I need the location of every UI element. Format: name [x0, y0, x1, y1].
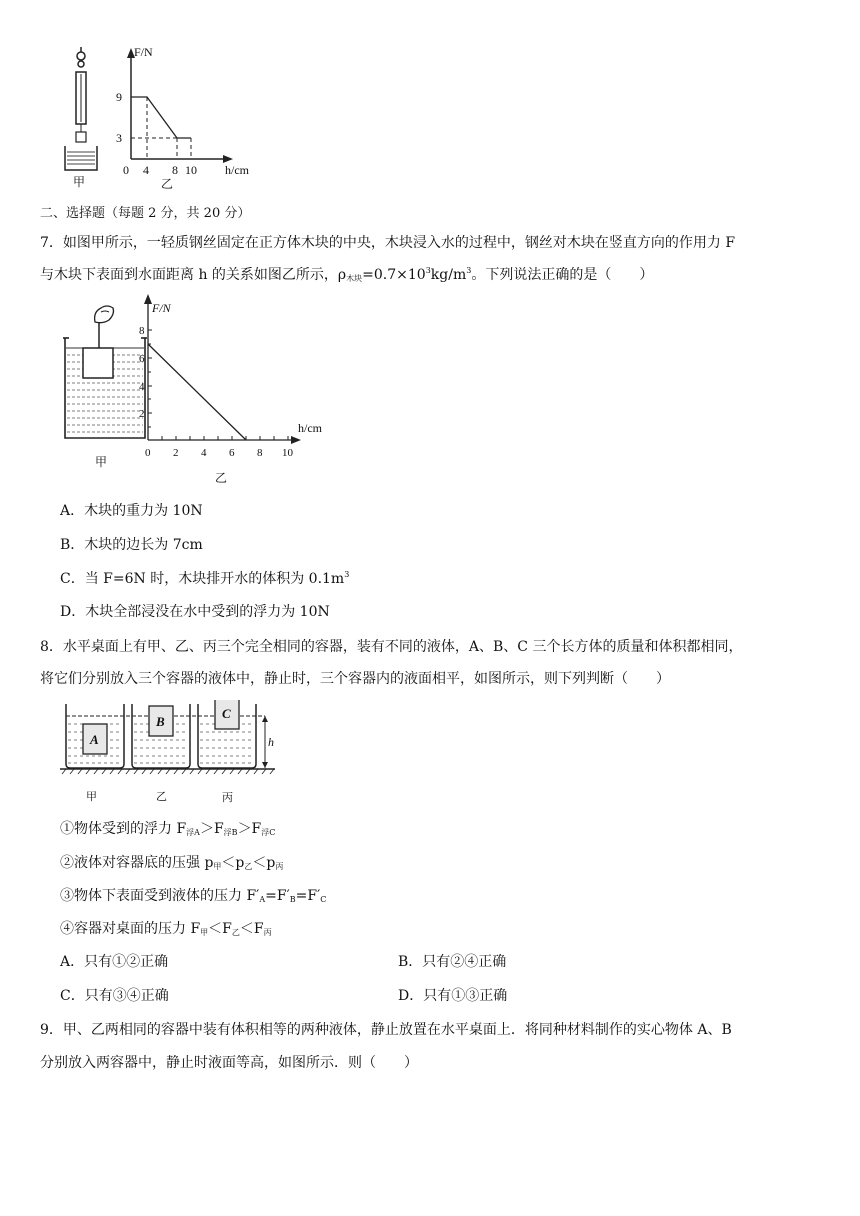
x-tick: 2: [173, 447, 179, 459]
hand-icon: [95, 306, 114, 323]
q7-option-a[interactable]: A．木块的重力为 10N: [60, 503, 203, 519]
q8-statement-1: ①物体受到的浮力 $F_{浮A}>F_{浮B}>F_{浮C}$: [60, 821, 276, 837]
q7-line1: 7．如图甲所示，一轻质钢丝固定在正方体木块的中央，木块浸入水的过程中，钢丝对木块在竖直方向的作用力 F: [40, 235, 736, 251]
q7-y-label: F/N: [152, 301, 171, 315]
x-tick: 8: [172, 163, 178, 177]
top-graph: [116, 45, 250, 191]
fig-bing-label: 丙: [222, 792, 233, 804]
block-c-label: C: [222, 706, 231, 721]
q8-statement-2: ②液体对容器底的压强 $p_甲<p_乙<p_丙$: [60, 855, 284, 871]
q8-line2: 将它们分别放入三个容器的液体中，静止时，三个容器内的液面相平，如图所示，则下列判断（ ）: [40, 671, 670, 687]
section-heading: 二、选择题（每题 2 分，共 20 分）: [40, 206, 251, 221]
q8-option-b[interactable]: B．只有②④正确: [398, 954, 507, 970]
q8-option-a[interactable]: A．只有①②正确: [60, 954, 169, 970]
y-tick: 6: [139, 353, 145, 365]
block-a-label: A: [90, 732, 99, 747]
q9-line2: 分别放入两容器中，静止时液面等高，如图所示．则（ ）: [40, 1055, 418, 1071]
q7-option-c[interactable]: C．当 F=6N 时，木块排开水的体积为 $0.1m^3$: [60, 570, 350, 587]
top-graph-y-label: F/N: [134, 45, 153, 59]
h-label: h: [268, 735, 274, 749]
x-tick: 4: [143, 163, 149, 177]
force-line: [148, 344, 246, 440]
q7-fig-jia-label: 甲: [95, 455, 108, 469]
fig-yi-label: 乙: [156, 791, 167, 803]
q7-line2: 与木块下表面到水面距离 h 的关系如图乙所示，$\rho_{木块}=0.7\times 10^3kg/m^3$。下列说法正确的是（ ）: [40, 266, 654, 283]
y-tick: 3: [116, 131, 122, 145]
x-tick: 6: [229, 447, 235, 459]
q7-fig-yi-label: 乙: [215, 471, 228, 485]
y-tick: 9: [116, 90, 122, 104]
q7-option-d[interactable]: D．木块全部浸没在水中受到的浮力为 10N: [60, 604, 330, 620]
q8-statement-4: ④容器对桌面的压力 $F_甲<F_乙<F_丙$: [60, 921, 272, 937]
y-tick: 4: [139, 381, 145, 393]
block-b-label: B: [156, 714, 165, 729]
x-tick: 0: [123, 163, 129, 177]
q9-line1: 9．甲、乙两相同的容器中装有体积相等的两种液体，静止放置在水平桌面上．将同种材料制作的实心物体 A、B: [40, 1022, 732, 1038]
fig-jia-label: 甲: [86, 791, 97, 803]
spring-scale-icon: [76, 47, 86, 142]
x-tick: 10: [185, 163, 197, 177]
fig-top-yi-label: 乙: [161, 177, 174, 191]
x-tick: 4: [201, 447, 207, 459]
q8-line1: 8．水平桌面上有甲、乙、丙三个完全相同的容器，装有不同的液体，A、B、C 三个长方体的质量和体积都相同，: [40, 639, 743, 655]
top-figure: [55, 42, 275, 192]
wood-block: [83, 348, 113, 378]
q7-option-b[interactable]: B．木块的边长为 7cm: [60, 537, 203, 553]
beaker-icon: [65, 146, 97, 170]
q8-statement-3: ③物体下表面受到液体的压力 $F'_A=F'_B=F'_C$: [60, 888, 327, 904]
x-tick: 8: [257, 447, 263, 459]
top-graph-x-label: h/cm: [225, 163, 249, 177]
y-tick: 2: [139, 408, 145, 420]
q7-graph: [139, 294, 323, 485]
q8-option-d[interactable]: D．只有①③正确: [398, 988, 508, 1004]
force-curve: [131, 97, 191, 138]
q7-figure: [55, 290, 345, 490]
x-tick: 0: [145, 447, 151, 459]
q8-figure: [60, 700, 290, 810]
y-tick: 8: [139, 325, 145, 337]
x-tick: 10: [282, 447, 293, 459]
fig-top-jia-label: 甲: [73, 175, 86, 189]
q8-option-c[interactable]: C．只有③④正确: [60, 988, 169, 1004]
q7-x-label: h/cm: [298, 421, 322, 435]
